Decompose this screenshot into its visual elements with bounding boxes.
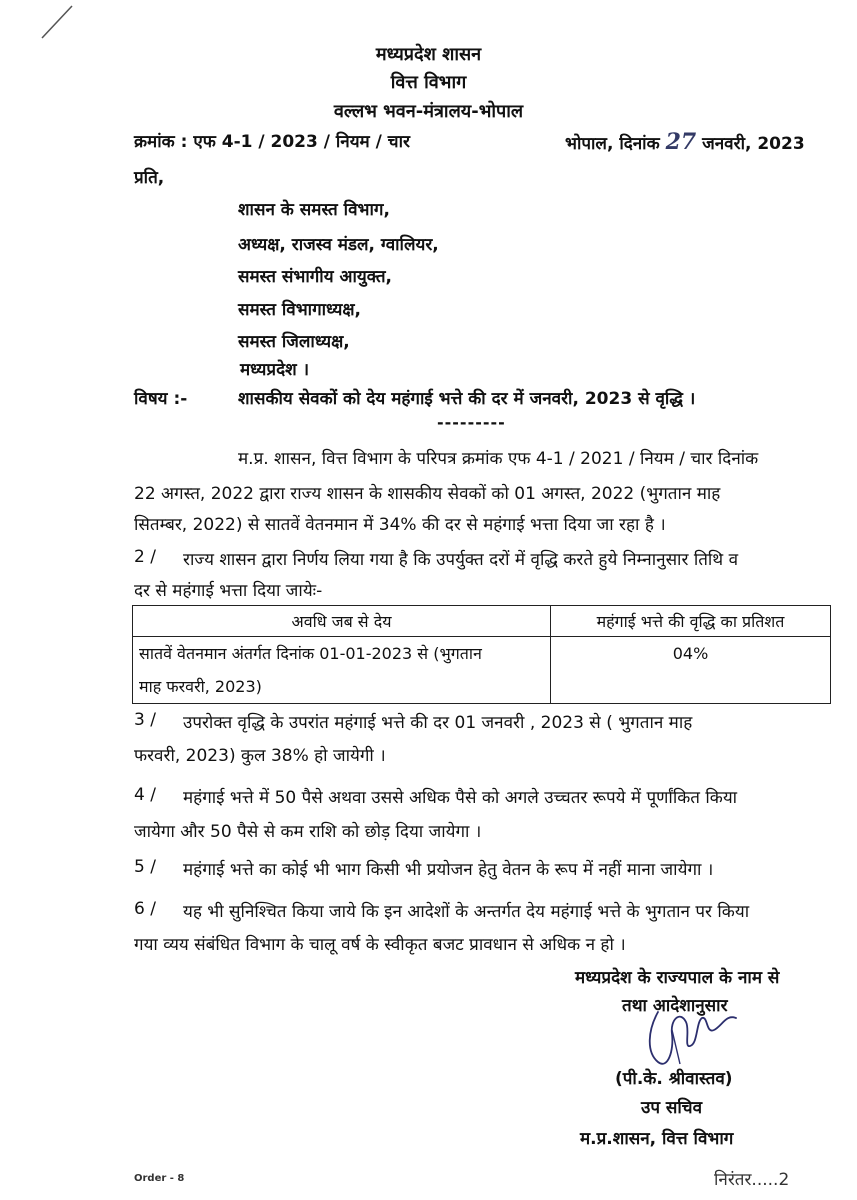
para6-line: गया व्यय संबंधित विभाग के चालू वर्ष के स्वीकृत बजट प्रावधान से अधिक न हो । — [134, 935, 626, 955]
header-location: वल्लभ भवन-मंत्रालय-भोपाल — [333, 101, 524, 122]
header-department: वित्त विभाग — [390, 72, 467, 93]
para2-line: राज्य शासन द्वारा निर्णय लिया गया है कि उपर्युक्त दरों में वृद्धि करते हुये निम्नानुसार तिथि व — [183, 550, 739, 570]
addressee-item: समस्त विभागाध्यक्ष, — [238, 300, 361, 320]
para4-line: महंगाई भत्ते में 50 पैसे अथवा उससे अधिक पैसे को अगले उच्चतर रूपये में पूर्णांकित किया — [183, 788, 738, 808]
para3-line: फरवरी, 2023) कुल 38% हो जायेगी । — [134, 746, 386, 766]
para6-number: 6 / — [134, 899, 156, 919]
para5-line: महंगाई भत्ते का कोई भी भाग किसी भी प्रयोजन हेतु वेतन के रूप में नहीं माना जायेगा । — [183, 860, 714, 880]
table-row — [133, 637, 831, 704]
para1-line: म.प्र. शासन, वित्त विभाग के परिपत्र क्रमांक एफ 4-1 / 2021 / नियम / चार दिनांक — [238, 449, 759, 469]
signature-authority-line: मध्यप्रदेश के राज्यपाल के नाम से — [575, 968, 780, 988]
to-label: प्रति, — [134, 168, 165, 188]
subject-label: विषय :- — [134, 389, 188, 409]
period-line: माह फरवरी, 2023) — [139, 677, 262, 696]
para3-number: 3 / — [134, 710, 156, 730]
para6-line: यह भी सुनिश्चित किया जाये कि इन आदेशों के अन्तर्गत देय महंगाई भत्ते के भुगतान पर किया — [183, 902, 750, 922]
signatory-office: म.प्र.शासन, वित्त विभाग — [580, 1129, 734, 1149]
da-rate-table — [132, 605, 831, 704]
subject-divider: --------- — [437, 413, 506, 432]
addressee-item: शासन के समस्त विभाग, — [238, 200, 390, 220]
para1-line: 22 अगस्त, 2022 द्वारा राज्य शासन के शासकीय सेवकों को 01 अगस्त, 2022 (भुगतान माह — [134, 484, 721, 504]
addressee-item: अध्यक्ष, राजस्व मंडल, ग्वालियर, — [238, 235, 439, 255]
para4-line: जायेगा और 50 पैसे से कम राशि को छोड़ दिया जायेगा । — [134, 822, 482, 842]
signature-handwritten-image — [628, 1000, 758, 1070]
subject-text: शासकीय सेवकों को देय महंगाई भत्ते की दर में जनवरी, 2023 से वृद्धि । — [238, 389, 696, 409]
addressee-item: मध्यप्रदेश । — [240, 360, 310, 380]
continued-page-marker: निरंतर.....2 — [714, 1170, 790, 1190]
para2-line: दर से महंगाई भत्ता दिया जायेः- — [134, 581, 323, 601]
signature-order-line: तथा आदेशानुसार — [622, 996, 728, 1016]
reference-number: क्रमांक : एफ 4-1 / 2023 / नियम / चार — [134, 132, 410, 152]
header-government: मध्यप्रदेश शासन — [375, 44, 482, 65]
addressee-item: समस्त संभागीय आयुक्त, — [238, 267, 392, 287]
para4-number: 4 / — [134, 785, 156, 805]
reference-date — [565, 129, 805, 155]
table-header-period: अवधि जब से देय — [133, 606, 551, 637]
para5-number: 5 / — [134, 857, 156, 877]
signatory-name: (पी.के. श्रीवास्तव) — [615, 1069, 733, 1089]
date-prefix: भोपाल, दिनांक — [565, 134, 660, 154]
pen-stroke-mark — [40, 4, 80, 40]
table-cell-percent: 04% — [551, 637, 831, 704]
table-header-row — [133, 606, 831, 637]
date-suffix: जनवरी, 2023 — [702, 134, 805, 154]
addressee-item: समस्त जिलाध्यक्ष, — [238, 332, 350, 352]
para1-line: सितम्बर, 2022) से सातवें वेतनमान में 34% की दर से महंगाई भत्ता दिया जा रहा है । — [134, 515, 666, 535]
date-day-handwritten: 27 — [665, 129, 697, 155]
period-line: सातवें वेतनमान अंतर्गत दिनांक 01-01-2023 से (भुगतान — [139, 644, 482, 663]
para2-number: 2 / — [134, 547, 156, 567]
para3-line: उपरोक्त वृद्धि के उपरांत महंगाई भत्ते की दर 01 जनवरी , 2023 से ( भुगतान माह — [183, 713, 693, 733]
order-code: Order - 8 — [134, 1173, 185, 1184]
table-header-percent: महंगाई भत्ते की वृद्धि का प्रतिशत — [551, 606, 831, 637]
table-cell-period — [133, 637, 551, 704]
signatory-designation: उप सचिव — [641, 1098, 703, 1118]
